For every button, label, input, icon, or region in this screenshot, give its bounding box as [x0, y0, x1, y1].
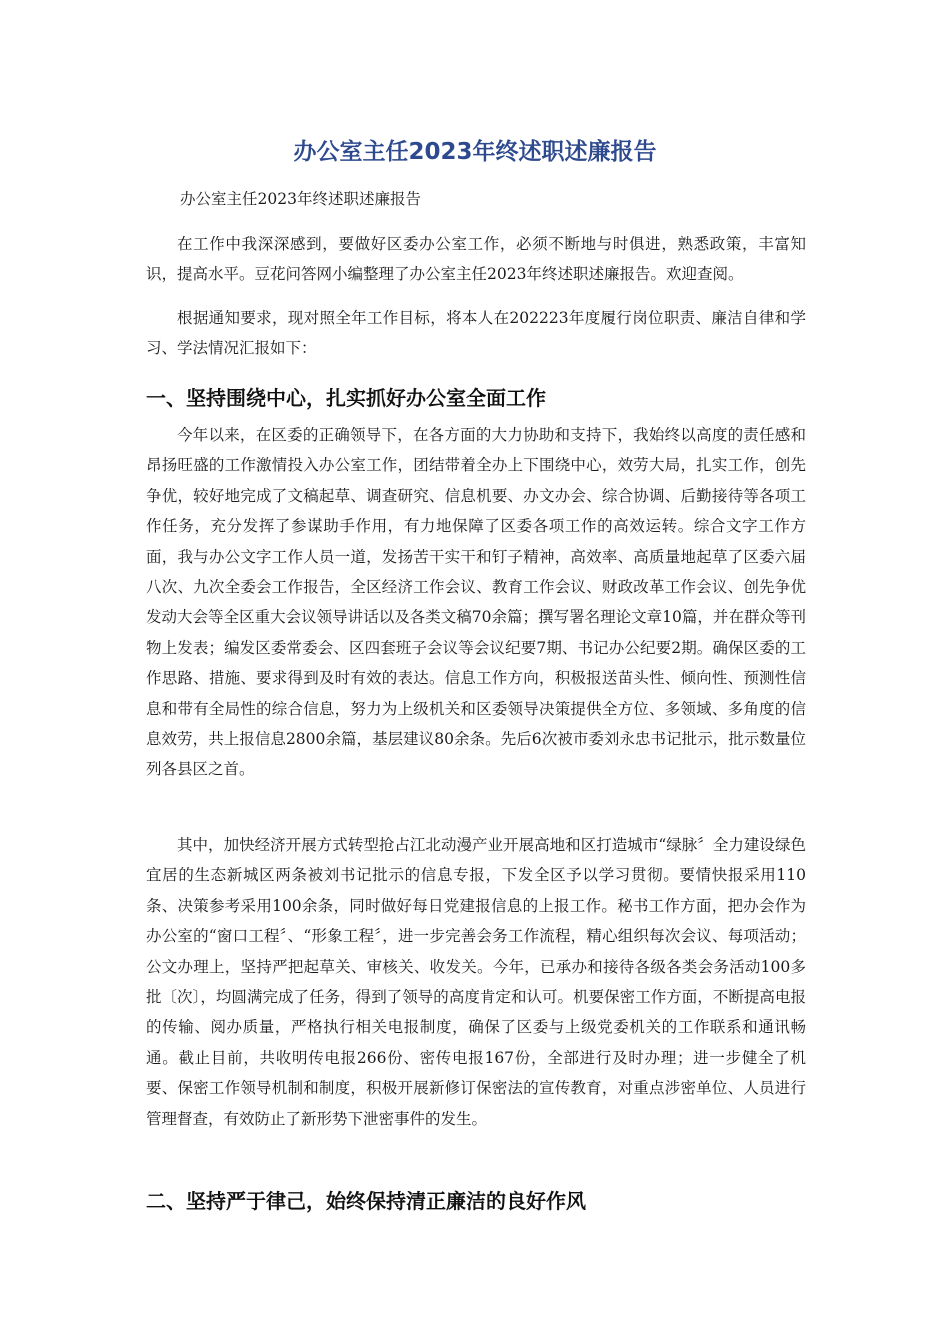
document-subtitle: 办公室主任2023年终述职述廉报告 [180, 190, 421, 208]
section-1-paragraph: 今年以来，在区委的正确领导下，在各方面的大力协助和支持下，我始终以高度的责任感和昂扬旺盛的工作激情投入办公室工作，团结带着全办上下围绕中心，效劳大局，扎实工作，创先争优，较好地完成了文稿起草、调查研究、信息机要、办文办会、综合协调、后勤接待等各项工作任务，充分发挥了参谋助手作用，有力地保障了区委各项工作的高效运转。综合文字工作方面，我与办公文字工作人员一道，发扬苦干实干和钉子精神，高效率、高质量地起草了区委六届八次、九次全委会工作报告，全区经济工作会议、教育工作会议、财政改革工作会议、创先争优发动大会等全区重大会议领导讲话以及各类文稿70余篇；撰写署名理论文章10篇，并在群众等刊物上发表；编发区委常委会、区四套班子会议等会议纪要7期、书记办公纪要2期。确保区委的工作思路、措施、要求得到及时有效的表达。信息工作方向，积极报送苗头性、倾向性、预测性信息和带有全局性的综合信息，努力为上级机关和区委领导决策提供全方位、多领域、多角度的信息效劳，共上报信息2800余篇，基层建议80余条。先后6次被市委刘永忠书记批示，批示数量位列各县区之首。 [146, 426, 806, 779]
document-title: 办公室主任2023年终述职述廉报告 [293, 139, 657, 165]
intro-paragraph: 在工作中我深深感到，要做好区委办公室工作，必须不断地与时俱进，熟悉政策，丰富知识，提高水平。豆花问答网小编整理了办公室主任2023年终述职述廉报告。欢迎查阅。 [146, 235, 806, 284]
notice-paragraph: 根据通知要求，现对照全年工作目标，将本人在202223年度履行岗位职责、廉洁自律和学习、学法情况汇报如下： [146, 309, 806, 358]
section-1-paragraph: 其中，加快经济开展方式转型抢占江北动漫产业开展高地和区打造城市“绿脉〞全力建设绿色宜居的生态新城区两条被刘书记批示的信息专报，下发全区予以学习贯彻。要情快报采用110条、决策参考采用100余条，同时做好每日党建报信息的上报工作。秘书工作方面，把办会作为办公室的“窗口工程〞、“形象工程〞，进一步完善会务工作流程，精心组织每次会议、每项活动；公文办理上，坚持严把起草关、审核关、收发关。今年，已承办和接待各级各类会务活动100多批〔次〕，均圆满完成了任务，得到了领导的高度肯定和认可。机要保密工作方面，不断提高电报的传输、阅办质量，严格执行相关电报制度，确保了区委与上级党委机关的工作联系和通讯畅通。截止目前，共收明传电报266份、密传电报167份，全部进行及时办理；进一步健全了机要、保密工作领导机制和制度，积极开展新修订保密法的宣传教育，对重点涉密单位、人员进行管理督查，有效防止了新形势下泄密事件的发生。 [146, 836, 806, 1128]
section-2-heading: 二、坚持严于律己，始终保持清正廉洁的良好作风 [146, 1189, 586, 1213]
section-1-heading: 一、坚持围绕中心，扎实抓好办公室全面工作 [146, 386, 546, 410]
